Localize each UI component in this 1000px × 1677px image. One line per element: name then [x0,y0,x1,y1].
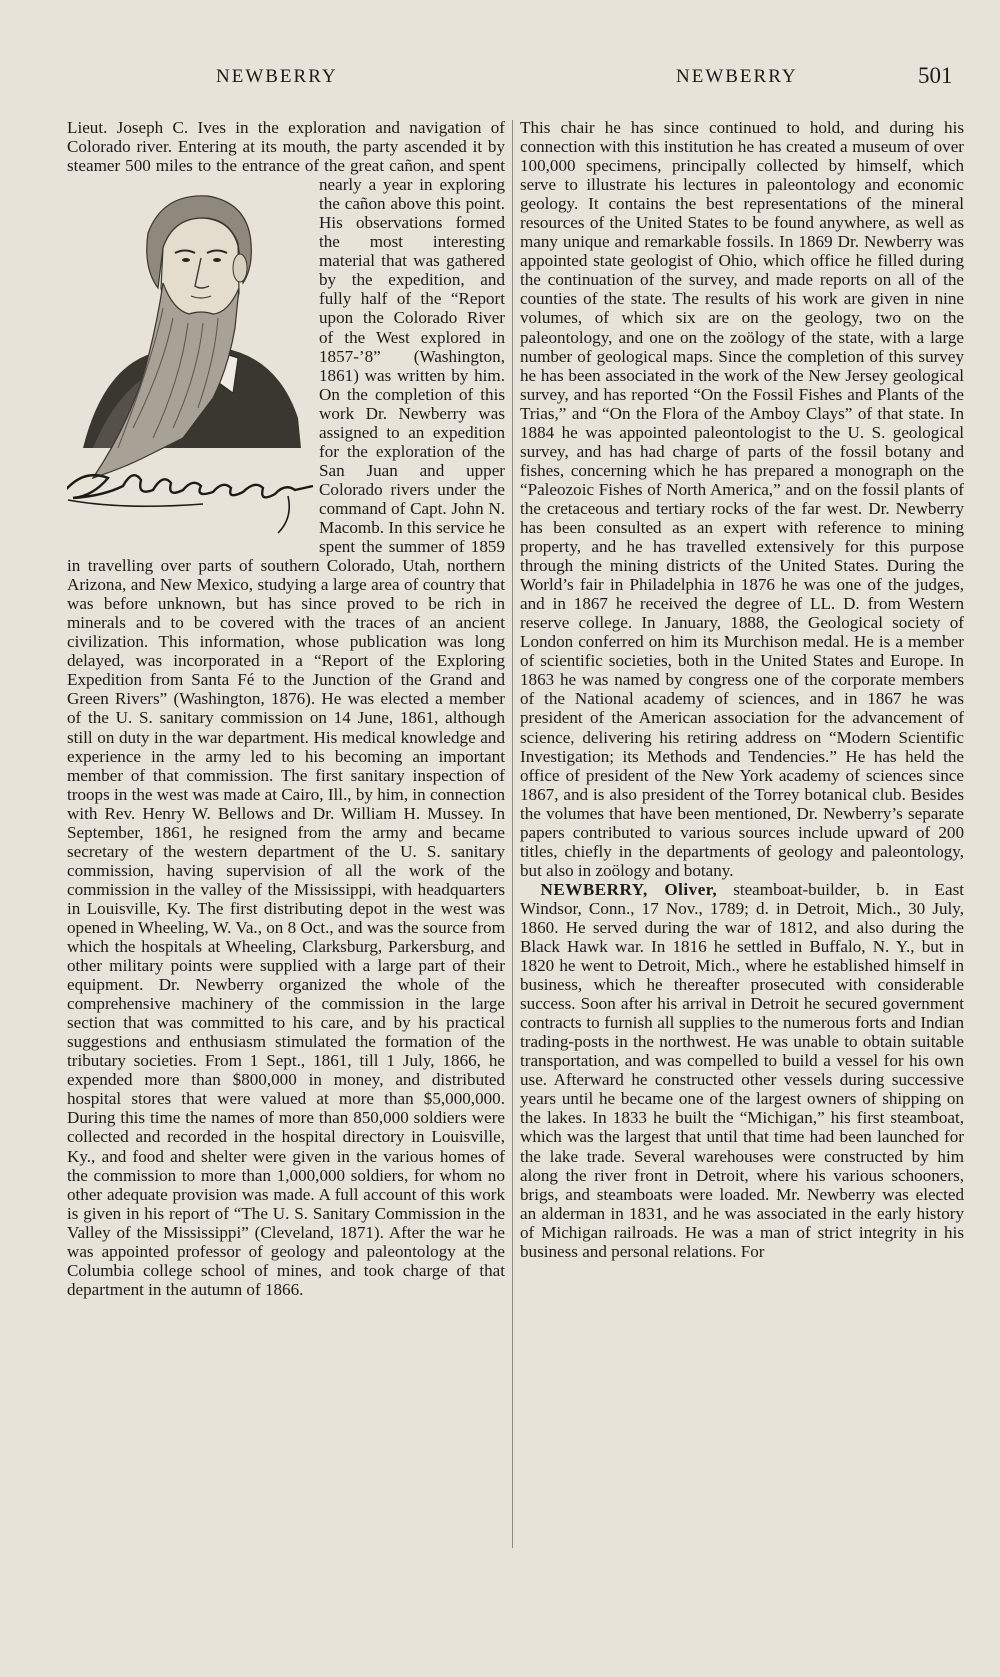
column-rule [512,120,513,1548]
portrait-figure [67,118,315,538]
left-column [67,118,505,1658]
running-head-left: NEWBERRY [216,66,338,87]
page-number: 501 [918,63,953,88]
entry-text: steamboat-builder, b. in East Windsor, Conn., 17 Nov., 1789; d. in Detroit, Mich., 30 July, 1860. He served during the war of 1812, and also during the Black Hawk war. In 1816 he settled in Buffalo, N. Y., but in 1820 he went to Detroit, Mich., where he established himself in business, which he thereafter prosecuted with considerable success. Soon after his arrival in Detroit he secured government contracts to furnish all supplies to the numerous forts and Indian trading-posts in the northwest. He was unable to obtain suitable transportation, and was compelled to build a vessel for his own use. Afterward he constructed other vessels during successive years until he became one of the largest owners of shipping on the lakes. In 1833 he built the “Michigan,” his first steamboat, which was the largest that until that time had been launched for the lake trade. Several warehouses were constructed by him along the river front in Detroit, where his various schooners, brigs, and steamboats were loaded. Mr. Newberry was elected an alderman in 1831, and he was associated in the early history of Michigan railroads. He was a man of strict integrity in his business and personal relations. For [520,879,964,1261]
left-column-text: Lieut. Joseph C. Ives in the exploration and navigation of Colorado river. Entering at its mouth, the party ascended it by steamer 500 miles to the entrance of the great cañon, and spent nearly a year in exploring the cañon above this point. His observations formed the most interesting material that was gathered by the expedition, and fully half of the “Report upon the Colorado River of the West explored in 1857-’8” (Washington, 1861) was written by him. On the completion of this work Dr. Newberry was assigned to an expedition for the exploration of the San Juan and upper Colorado rivers under the command of Capt. John N. Macomb. In this service he spent the summer of 1859 in travelling over parts of southern Colorado, Utah, northern Arizona, and New Mexico, studying a large area of country that was before unknown, but has since proved to be rich in minerals and to be covered with the traces of an ancient civilization. This information, whose publication was long delayed, was incorporated in a “Report of the Exploring Expedition from Santa Fé to the Junction of the Grand and Green Rivers” (Washington, 1876). He was elected a member of the U. S. sanitary commission on 14 June, 1861, although still on duty in the war department. His medical knowledge and experience in the army led to his becoming an important member of that commission. The first sanitary inspection of troops in the west was made at Cairo, Ill., by him, in connection with Rev. Henry W. Bellows and Dr. William H. Mussey. In September, 1861, he resigned from the army and became secretary of the western department of the U. S. sanitary commission, having supervision of all the work of the commission in the valley of the Mississippi, with headquarters in Louisville, Ky. The first distributing depot in the west was opened in Wheeling, W. Va., on 8 Oct., and was the source from which the hospitals at Wheeling, Clarksburg, Parkersburg, and other military points were supplied with a large part of their equipment. Dr. Newberry organized the whole of the comprehensive machinery of the commission in the large section that was committed to his care, and by his practical suggestions and enthusiasm stimulated the formation of the tributary societies. From 1 Sept., 1861, till 1 July, 1866, he expended more than $800,000 in money, and distributed hospital stores that were valued at more than $5,000,000. During this time the names of more than 850,000 soldiers were collected and recorded in the hospital directory in Louisville, Ky., and food and shelter were given in the various homes of the commission to more than 1,000,000 soldiers, for whom no other adequate provision was made. A full account of this work is given in his report of “The U. S. Sanitary Commission in the Valley of the Mississippi” (Cleveland, 1871). After the war he was appointed professor of geology and paleontology at the Columbia college school of mines, and took charge of that department in the autumn of 1866. [67,118,505,1299]
handwritten-signature-icon [67,475,313,533]
bearded-man-engraving-icon [67,118,315,538]
entry-heading: NEWBERRY, Oliver, [540,879,718,899]
running-head-right: NEWBERRY [676,66,798,87]
right-column-text: This chair he has since continued to hold, and during his connection with this institution he has created a museum of over 100,000 specimens, principally collected by himself, which serve to illustrate his lectures in paleontology and economic geology. It contains the best representations of the mineral resources of the United States to be found anywhere, as well as many unique and remarkable fossils. In 1869 Dr. Newberry was appointed state geologist of Ohio, which office he filled during the continuation of the survey, and made reports on all of the counties of the state. The results of his work are given in nine volumes, of which six are on the geology, two on the paleontology, and one on the zoölogy of the state, with a large number of geological maps. Since the completion of this survey he has been associated in the work of the New Jersey geological survey, and has reported “On the Fossil Fishes and Plants of the Trias,” and “On the Flora of the Amboy Clays” of that state. In 1884 he was appointed paleontologist to the U. S. geological survey, and has had charge of parts of the fossil botany and fishes, concerning which he has prepared a monograph on the “Paleozoic Fishes of North America,” and on the fossil plants of the cretaceous and tertiary rocks of the far west. Dr. Newberry has been consulted as an expert with reference to mining property, and he has travelled extensively for this purpose through the mining districts of the United States. During the World’s fair in Philadelphia in 1876 he was one of the judges, and in 1867 he received the degree of LL. D. from Western reserve college. In January, 1888, the Geological society of London conferred on him its Murchison medal. He is a member of scientific societies, both in the United States and Europe. In 1863 he was named by congress one of the corporate members of the National academy of sciences, and in 1867 he was president of the American association for the advancement of science, delivering his retiring address on “Modern Scientific Investigation; its Methods and Tendencies.” He has held the office of president of the New York academy of sciences since 1867, and is also president of the Torrey botanical club. Besides the volumes that have been mentioned, Dr. Newberry’s separate papers contributed to various sources include upward of 200 titles, chiefly in the departments of geology and paleontology, but also in zoölogy and botany. [520,118,964,880]
running-head [0,63,1000,96]
right-column [520,118,964,1658]
entry-newberry-oliver [520,880,964,1261]
